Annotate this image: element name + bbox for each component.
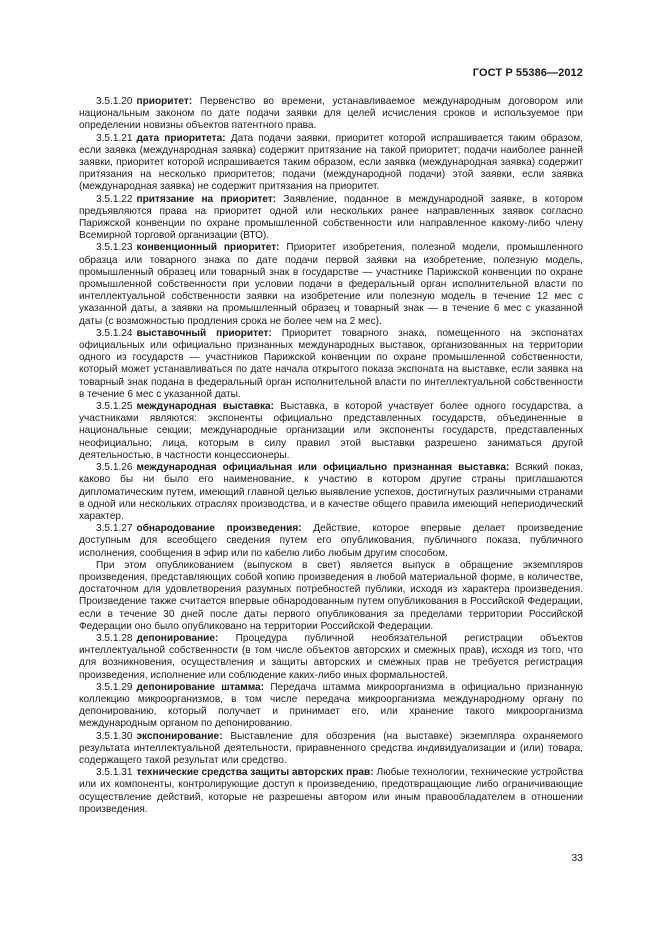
term-definition: Первенство во времени, устанавливаемое международным договором или национальным законом по дате подачи заявки для целей исчисления сроков и используемое при определении новизны объектов патентного права. [79,96,583,132]
clause-number: 3.5.1.26 [96,462,133,474]
paragraph-publication-note [79,560,583,633]
clause-number: 3.5.1.28 [96,632,133,644]
clause-number: 3.5.1.22 [96,193,133,205]
paragraph-3-5-1-26 [79,462,583,523]
paragraph-3-5-1-21 [79,133,583,194]
term-definition: Приоритет изобретения, полезной модели, промышленного образца или товарного знака по дате подачи первой заявки на изобретение, полезную модель, промышленный образец или товарный знак в государстве — участнике Парижской конвенции по охране промышленной собственности при условии подачи в федеральный орган исполнительной власти по интеллектуальной собственности заявки на изобретение или полезную модель в течение 12 мес с указанной даты, а заявки на промышленный образец и товарный знак — в течение 6 мес с указанной даты (с возможностью продления срока не более чем на 2 мес). [79,242,583,327]
clause-number: 3.5.1.24 [96,327,133,339]
term-definition: Процедура публичной необязательной регистрации объектов интеллектуальной собственности (в том числе объектов авторских и смежных прав), исходя из того, что для возникновения, осуществления и защиты авторских и смежных прав не требуется регистрация произведения, исполнение или соблюдение каких-либо иных формальностей. [79,632,583,681]
page-number: 33 [571,852,583,864]
term-name: международная выставка: [136,401,274,413]
paragraph-3-5-1-20 [79,96,583,133]
term-definition: Действие, которое впервые делает произведение доступным для всеобщего сведения путем его опубликования, публичного показа, публичного исполнения, сообщения в эфир или по кабелю либо любым другим способом. [79,523,583,559]
clause-number: 3.5.1.23 [96,242,133,254]
paragraph-3-5-1-28 [79,633,583,682]
term-definition: Передача штамма микроорганизма в официально признанную коллекцию микроорганизмов, в том числе передача микроорганизма международному органу по депонированию, который получает и принимает его, или хранение такого микроорганизма международным органом по депонированию. [79,681,583,730]
term-name: приоритет: [136,96,193,107]
term-definition: Всякий показ, каково бы ни было его наименование, к участию в котором другие страны приглашаются дипломатическим путем, имеющий главной целью выявление успехов, достигнутых различными странами в одной или нескольких отраслях производства, и в качестве общего правила имеющий непериодический характер. [79,462,583,522]
term-definition: Любые технологии, технические устройства или их компоненты, контролирующие доступ к произведению, предотвращающие либо ограничивающие осуществление действий, которые не разрешены автором или иным правообладателем в отношении произведения. [79,767,584,815]
term-name: обнародование произведения: [136,523,302,535]
paragraph-3-5-1-22 [79,194,583,243]
term-name: депонирование штамма: [136,681,265,693]
term-name: притязание на приоритет: [136,193,277,205]
clause-number: 3.5.1.27 [96,523,133,535]
clause-number: 3.5.1.25 [96,401,133,413]
term-definition: Выставка, в которой участвует более одного государства, а участниками являются: экспоненты официально представленных государств, объединенные в национальные секции; международные организации или экспоненты государств, представленных неофициально; лица, которым в силу правил этой выставки разрешено заниматься другой деятельностью, в частности концессионеры. [79,401,583,461]
clause-number: 3.5.1.20 [96,96,133,107]
standard-designation: ГОСТ Р 55386—2012 [472,67,583,79]
paragraph-3-5-1-23 [79,242,583,327]
term-definition: Заявление, поданное в международной заявке, в котором предъявляются права на приоритет одной или нескольких ранее направленных заявок согласно Парижской конвенции по охране промышленной собственности или направленное какому-либо члену Всемирной торговой организации (ВТО). [79,193,583,242]
document-body [79,96,583,816]
term-name: депонирование: [136,632,219,644]
paragraph-3-5-1-24 [79,328,583,401]
term-definition: Приоритет товарного знака, помещенного на экспонатах официальных или официально признанных международных выставок, организованных на территории одного из государств — участников Парижской конвенции по охране промышленной собственности, который может устанавливаться по дате начала открытого показа экспоната на выставке, если заявка на товарный знак подана в федеральный орган исполнительной власти по интеллектуальной собственности в течение 6 мес с указанной даты. [79,327,583,400]
paragraph-3-5-1-25 [79,401,583,462]
paragraph-3-5-1-29 [79,682,583,731]
paragraph-3-5-1-31 [79,767,583,816]
clause-number: 3.5.1.31 [96,767,133,779]
term-definition: Выставление для обозрения (на выставке) экземпляра охраняемого результата интеллектуальной деятельности, приравненного средства индивидуализации и (или) товара, содержащего такой результат или средство. [79,730,583,766]
term-name: международная официальная или официально признанная выставка: [136,462,510,474]
term-name: выставочный приоритет: [136,327,272,339]
term-name: конвенционный приоритет: [136,242,280,254]
paragraph-3-5-1-27 [79,523,583,560]
term-name: экспонирование: [136,730,223,742]
clause-number: 3.5.1.30 [96,730,133,742]
term-name: дата приоритета: [136,132,226,144]
clause-number: 3.5.1.21 [96,132,133,144]
paragraph-text: При этом опубликованием (выпуском в свет) является выпуск в обращение экземпляров произведения, представляющих собой копию произведения в любой материальной форме, в количестве, достаточном для удовлетворения разумных потребностей публики, исходя из характера произведения. Произведение также считается впервые обнародованным путем опубликования в Российской Федерации, если в течение 30 дней после даты первого опубликования за пределами территории Российской Федерации оно было опубликовано на территории Российской Федерации. [79,559,583,632]
term-name: технические средства защиты авторских прав: [136,767,374,779]
clause-number: 3.5.1.29 [96,681,133,693]
term-definition: Дата подачи заявки, приоритет которой испрашивается таким образом, если заявка (международная заявка) содержит притязание на такой приоритет; подачи наиболее ранней заявки, приоритет которой испрашивается таким образом, если заявка (международная заявка) содержит притязания на несколько приоритетов; подачи (международной подачи) этой заявки, если заявка (международная заявка) не содержит притязания на приоритет. [79,132,583,193]
paragraph-3-5-1-30 [79,731,583,768]
